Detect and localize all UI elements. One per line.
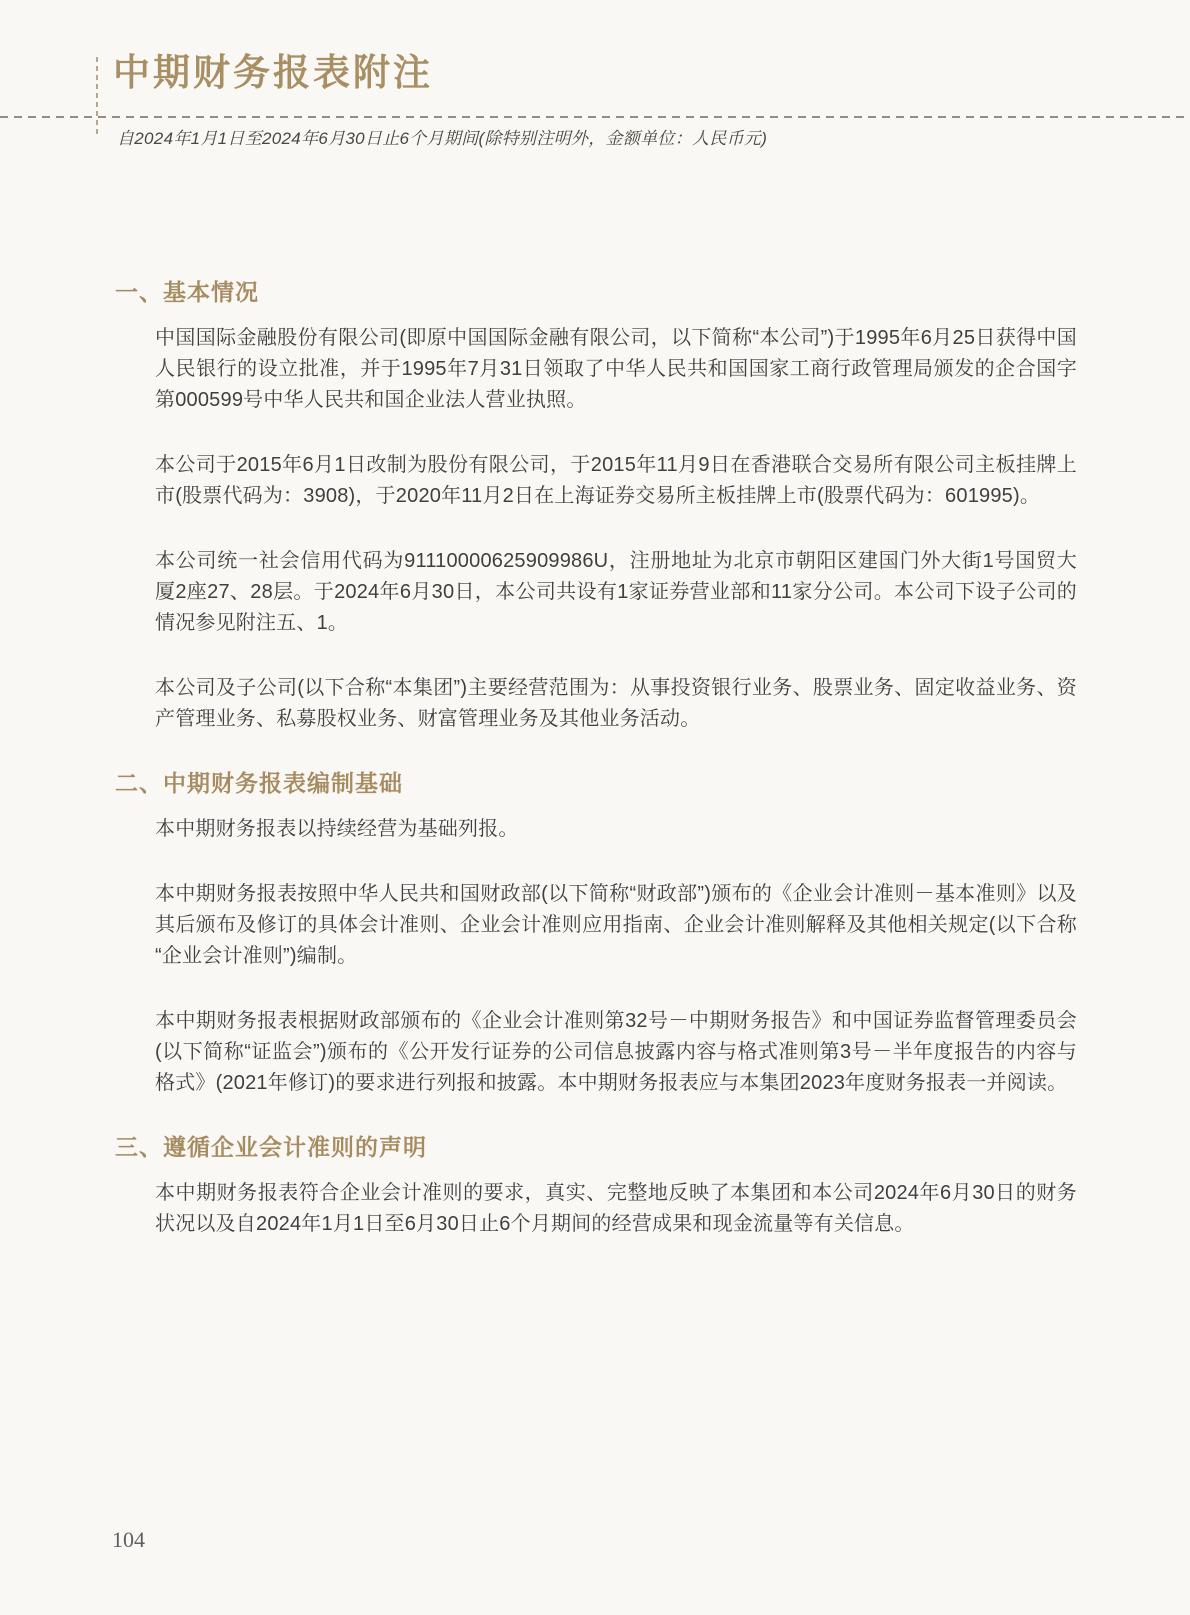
- page-number: 104: [112, 1527, 145, 1552]
- section-heading-preparation-basis: 二、中期财务报表编制基础: [115, 770, 403, 796]
- section-heading-compliance-statement: 三、遵循企业会计准则的声明: [115, 1134, 427, 1160]
- page-subtitle: 自2024年1月1日至2024年6月30日止6个月期间(除特别注明外，金额单位：人民币元): [117, 129, 768, 148]
- section-body: [115, 323, 1077, 735]
- section-body: [115, 814, 1077, 1099]
- section-basic-information: [115, 278, 1077, 735]
- section-compliance-statement: [115, 1133, 1077, 1240]
- section-heading-basic-information: 一、基本情况: [115, 279, 259, 305]
- paragraph-going-concern: 本中期财务报表以持续经营为基础列报。: [155, 818, 519, 840]
- paragraph-disclosure-requirements: 本中期财务报表根据财政部颁布的《企业会计准则第32号－中期财务报告》和中国证券监督管理委员会(以下简称“证监会”)颁布的《公开发行证券的公司信息披露内容与格式准则第3号－半年度报告的内容与格式》(2021年修订)的要求进行列报和披露。本中期财务报表应与本集团2023年度财务报表一并阅读。: [155, 1010, 1077, 1094]
- notes-content: [115, 278, 1077, 1274]
- section-preparation-basis: [115, 769, 1077, 1099]
- paragraph-company-establishment: 中国国际金融股份有限公司(即原中国国际金融有限公司，以下简称“本公司”)于1995年6月25日获得中国人民银行的设立批准，并于1995年7月31日领取了中华人民共和国国家工商行政管理局颁发的企合国字第000599号中华人民共和国企业法人营业执照。: [155, 327, 1077, 411]
- paragraph-listing-history: 本公司于2015年6月1日改制为股份有限公司，于2015年11月9日在香港联合交易所有限公司主板挂牌上市(股票代码为：3908)，于2020年11月2日在上海证券交易所主板挂牌上市(股票代码为：601995)。: [155, 454, 1077, 507]
- paragraph-accounting-standards: 本中期财务报表按照中华人民共和国财政部(以下简称“财政部”)颁布的《企业会计准则－基本准则》以及其后颁布及修订的具体会计准则、企业会计准则应用指南、企业会计准则解释及其他相关规定(以下合称“企业会计准则”)编制。: [155, 883, 1077, 967]
- header-horizontal-dashed-line: [0, 116, 1190, 118]
- section-body: [115, 1178, 1077, 1240]
- paragraph-business-scope: 本公司及子公司(以下合称“本集团”)主要经营范围为：从事投资银行业务、股票业务、固定收益业务、资产管理业务、私募股权业务、财富管理业务及其他业务活动。: [155, 677, 1077, 730]
- header-vertical-dashed-line: [96, 57, 98, 135]
- paragraph-credit-code-address: 本公司统一社会信用代码为91110000625909986U，注册地址为北京市朝阳区建国门外大街1号国贸大厦2座27、28层。于2024年6月30日，本公司共设有1家证券营业部和11家分公司。本公司下设子公司的情况参见附注五、1。: [155, 550, 1077, 634]
- page-title: 中期财务报表附注: [113, 53, 433, 94]
- paragraph-compliance-declaration: 本中期财务报表符合企业会计准则的要求，真实、完整地反映了本集团和本公司2024年6月30日的财务状况以及自2024年1月1日至6月30日止6个月期间的经营成果和现金流量等有关信息。: [155, 1182, 1077, 1235]
